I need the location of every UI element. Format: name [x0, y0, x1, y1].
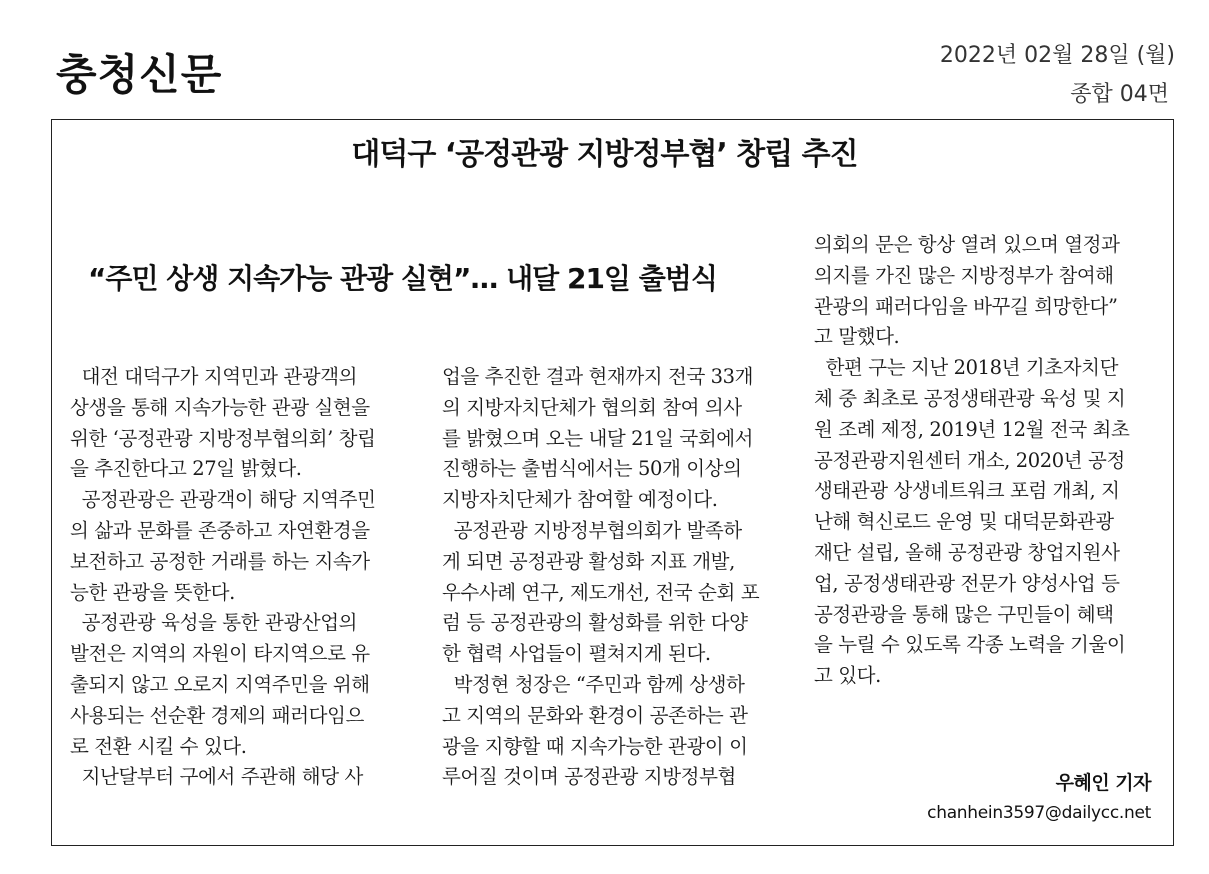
article-text-line: 럼 등 공정관광의 활성화를 위한 다양	[442, 611, 748, 635]
article-text-line: 발전은 지역의 자원이 타지역으로 유	[70, 642, 370, 666]
article-text-line: 고 말했다.	[814, 325, 900, 349]
article-text-line: 광을 지향할 때 지속가능한 관광이 이	[442, 734, 748, 758]
publication-date: 2022년 02월 28일 (월)	[939, 43, 1175, 68]
article-text-line: 업, 공정생태관광 전문가 양성사업 등	[814, 571, 1120, 595]
newspaper-masthead: 충청신문	[56, 50, 223, 99]
article-text-line: 한편 구는 지난 2018년 기초자치단	[814, 356, 1119, 380]
article-headline: 대덕구 ‘공정관광 지방정부협’ 창립 추진	[351, 137, 858, 172]
article-text-line: 공정관광 지방정부협의회가 발족하	[442, 518, 742, 542]
article-text-line: 의 지방자치단체가 협의회 참여 의사	[442, 395, 742, 419]
article-text-line: 위한 ‘공정관광 지방정부협의회’ 창립	[70, 426, 376, 450]
article-text-line: 공정관광을 통해 많은 구민들이 혜택	[814, 602, 1114, 626]
article-text-line: 공정관광 육성을 통한 관광산업의	[70, 611, 358, 635]
article-text-line: 관광의 패러다임을 바꾸길 희망한다”	[814, 294, 1118, 318]
article-text-line: 보전하고 공정한 거래를 하는 지속가	[70, 549, 370, 573]
article-text-line: 대전 대덕구가 지역민과 관광객의	[70, 365, 358, 388]
article-text-line: 을 누릴 수 있도록 각종 노력을 기울이	[814, 633, 1126, 657]
article-text-line: 의 삶과 문화를 존중하고 자연환경을	[70, 518, 370, 542]
article-text-line: 재단 설립, 올해 공정관광 창업지원사	[814, 540, 1120, 564]
article-text-line: 원 조례 제정, 2019년 12월 전국 최초	[814, 417, 1130, 441]
article-text-line: 한 협력 사업들이 펼쳐지게 된다.	[442, 642, 711, 666]
article-text-line: 생태관광 상생네트워크 포럼 개최, 지	[814, 479, 1120, 503]
reporter-byline: 우혜인 기자	[1055, 772, 1151, 794]
article-text-line: 공정관광지원센터 개소, 2020년 공정	[814, 448, 1125, 472]
page-section: 종합 04면	[1070, 82, 1169, 107]
article-text-line: 게 되면 공정관광 활성화 지표 개발,	[442, 549, 735, 573]
article-text-line: 난해 혁신로드 운영 및 대덕문화관광	[814, 510, 1114, 534]
article-text-line: 를 밝혔으며 오는 내달 21일 국회에서	[442, 426, 754, 450]
article-text-line: 공정관광은 관광객이 해당 지역주민	[70, 488, 376, 512]
article-text-line: 박정현 청장은 “주민과 함께 상생하	[442, 672, 745, 696]
article-text-line: 고 있다.	[814, 664, 881, 688]
article-text-line: 의회의 문은 항상 열려 있으며 열정과	[814, 233, 1120, 256]
article-text-line: 지방자치단체가 참여할 예정이다.	[442, 488, 718, 512]
article-subheadline: “주민 상생 지속가능 관광 실현”… 내달 21일 출범식	[88, 262, 717, 295]
article-text-line: 로 전환 시킬 수 있다.	[70, 734, 247, 758]
article-column-3	[814, 230, 1159, 692]
article-column-1	[70, 362, 415, 793]
article-text-line: 우수사례 연구, 제도개선, 전국 순회 포	[442, 580, 760, 604]
article-text-line: 업을 추진한 결과 현재까지 전국 33개	[442, 365, 754, 388]
article-text-line: 지난달부터 구에서 주관해 해당 사	[70, 765, 363, 789]
article-column-2	[442, 362, 787, 793]
article-text-line: 고 지역의 문화와 환경이 공존하는 관	[442, 703, 748, 727]
reporter-email: chanhein3597@dailycc.net	[927, 803, 1151, 823]
article-text-line: 능한 관광을 뜻한다.	[70, 580, 235, 604]
article-text-line: 을 추진한다고 27일 밝혔다.	[70, 457, 302, 481]
article-text-line: 상생을 통해 지속가능한 관광 실현을	[70, 395, 370, 419]
article-text-line: 출되지 않고 오로지 지역주민을 위해	[70, 672, 370, 696]
article-text-line: 루어질 것이며 공정관광 지방정부협	[442, 765, 736, 789]
article-text-line: 체 중 최초로 공정생태관광 육성 및 지	[814, 386, 1126, 410]
article-text-line: 의지를 가진 많은 지방정부가 참여해	[814, 263, 1114, 287]
article-text-line: 사용되는 선순환 경제의 패러다임으	[70, 703, 364, 727]
article-text-line: 진행하는 출범식에서는 50개 이상의	[442, 457, 742, 481]
